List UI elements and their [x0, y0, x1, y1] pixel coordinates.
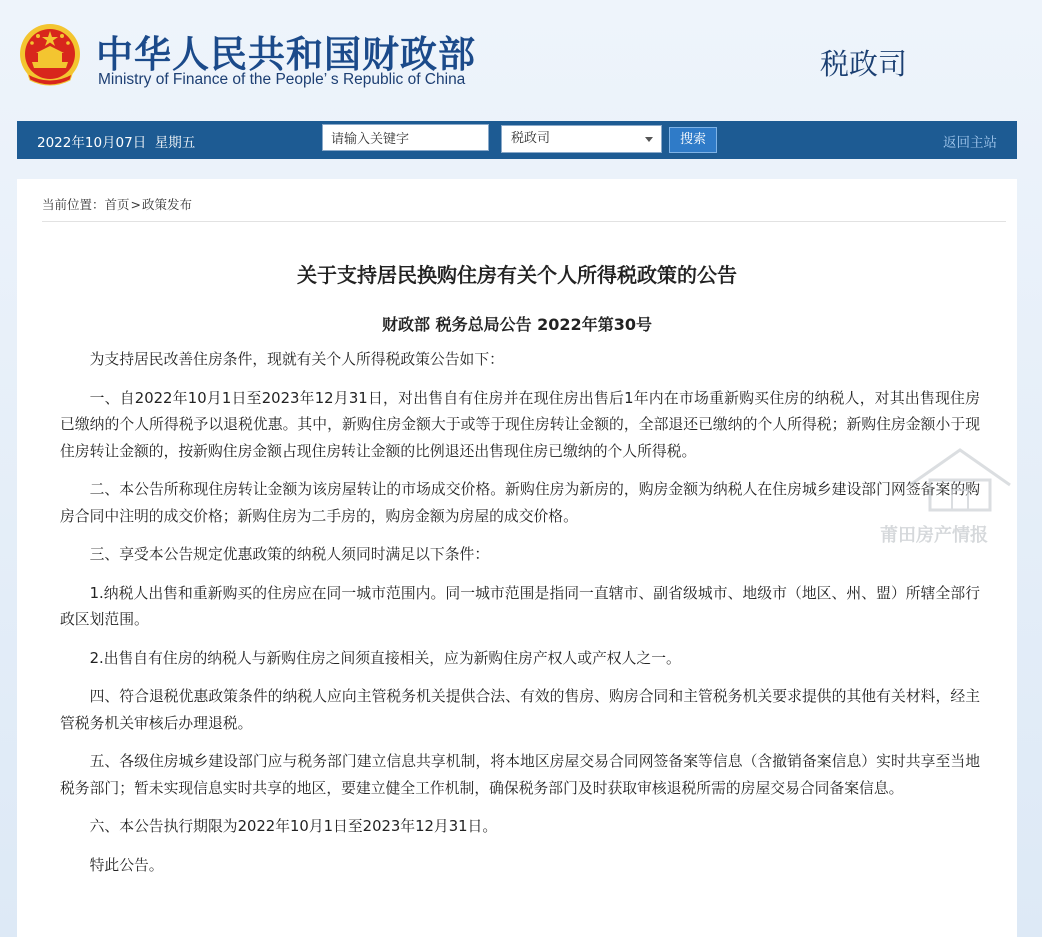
- breadcrumb-current-link[interactable]: 政策发布: [142, 197, 193, 212]
- chevron-down-icon: [645, 137, 653, 142]
- breadcrumb-divider: [42, 221, 1006, 222]
- ministry-name-cn: 中华人民共和国财政部: [96, 33, 476, 76]
- scope-select-value: 税政司: [511, 131, 551, 146]
- article-paragraph: 四、符合退税优惠政策条件的纳税人应向主管税务机关提供合法、有效的售房、购房合同和主管税务机关要求提供的其他有关材料，经主管税务机关审核后办理退税。: [60, 688, 980, 732]
- breadcrumb: [42, 195, 192, 213]
- article-paragraph: 一、自2022年10月1日至2023年12月31日，对出售自有住房并在现住房出售后1年内在市场重新购买住房的纳税人，对其出售现住房已缴纳的个人所得税予以退税优惠。其中，新购住房金额大于或等于现住房转让金额的，全部退还已缴纳的个人所得税；新购住房金额小于现住房转让金额的，按新购住房金额占现住房转让金额的比例退还出售现住房已缴纳的个人所得税。: [60, 389, 980, 460]
- article-paragraph: 为支持居民改善住房条件，现就有关个人所得税政策公告如下：: [89, 351, 504, 368]
- article-subtitle: 财政部 税务总局公告 2022年第30号: [382, 315, 652, 334]
- article-paragraph: 2.出售自有住房的纳税人与新购住房之间须直接相关，应为新购住房产权人或产权人之一。: [89, 649, 681, 667]
- article-title: 关于支持居民换购住房有关个人所得税政策的公告: [297, 263, 737, 287]
- article-paragraph: 1.纳税人出售和重新购买的住房应在同一城市范围内。同一城市范围是指同一直辖市、副省级城市、地级市（地区、州、盟）所辖全部行政区划范围。: [60, 584, 980, 628]
- breadcrumb-separator: >: [130, 197, 142, 212]
- national-emblem-icon: [16, 22, 84, 90]
- current-date: 2022年10月07日 星期五: [37, 135, 196, 151]
- search-button[interactable]: 搜索: [669, 127, 717, 153]
- scope-select[interactable]: [501, 125, 662, 153]
- watermark: [880, 435, 1030, 555]
- nav-bar: [17, 121, 1017, 159]
- watermark-text: 莆田房产情报: [880, 525, 988, 546]
- back-to-main-link[interactable]: 返回主站: [943, 135, 997, 151]
- ministry-name-en: Ministry of Finance of the People’ s Republic of China: [98, 71, 466, 88]
- content-panel: [17, 179, 1017, 937]
- article-paragraph: 二、本公告所称现住房转让金额为该房屋转让的市场成交价格。新购住房为新房的，购房金额为纳税人在住房城乡建设部门网签备案的购房合同中注明的成交价格；新购住房为二手房的，购房金额为房屋的成交价格。: [60, 481, 980, 525]
- article-paragraph: 三、享受本公告规定优惠政策的纳税人须同时满足以下条件：: [89, 546, 490, 563]
- article-paragraph: 特此公告。: [89, 856, 164, 874]
- search-input[interactable]: [322, 124, 489, 151]
- article-paragraph: 五、各级住房城乡建设部门应与税务部门建立信息共享机制，将本地区房屋交易合同网签备案等信息（含撤销备案信息）实时共享至当地税务部门；暂未实现信息实时共享的地区，要建立健全工作机制，确保税务部门及时获取审核退税所需的房屋交易合同备案信息。: [60, 753, 980, 797]
- article-body: [60, 347, 980, 891]
- watermark-logo-icon: [900, 435, 1020, 515]
- article-paragraph: 六、本公告执行期限为2022年10月1日至2023年12月31日。: [89, 818, 498, 835]
- breadcrumb-prefix: 当前位置：: [42, 197, 105, 212]
- site-header: [0, 0, 1042, 118]
- department-title: 税政司: [820, 47, 908, 81]
- breadcrumb-home-link[interactable]: 首页: [104, 197, 130, 212]
